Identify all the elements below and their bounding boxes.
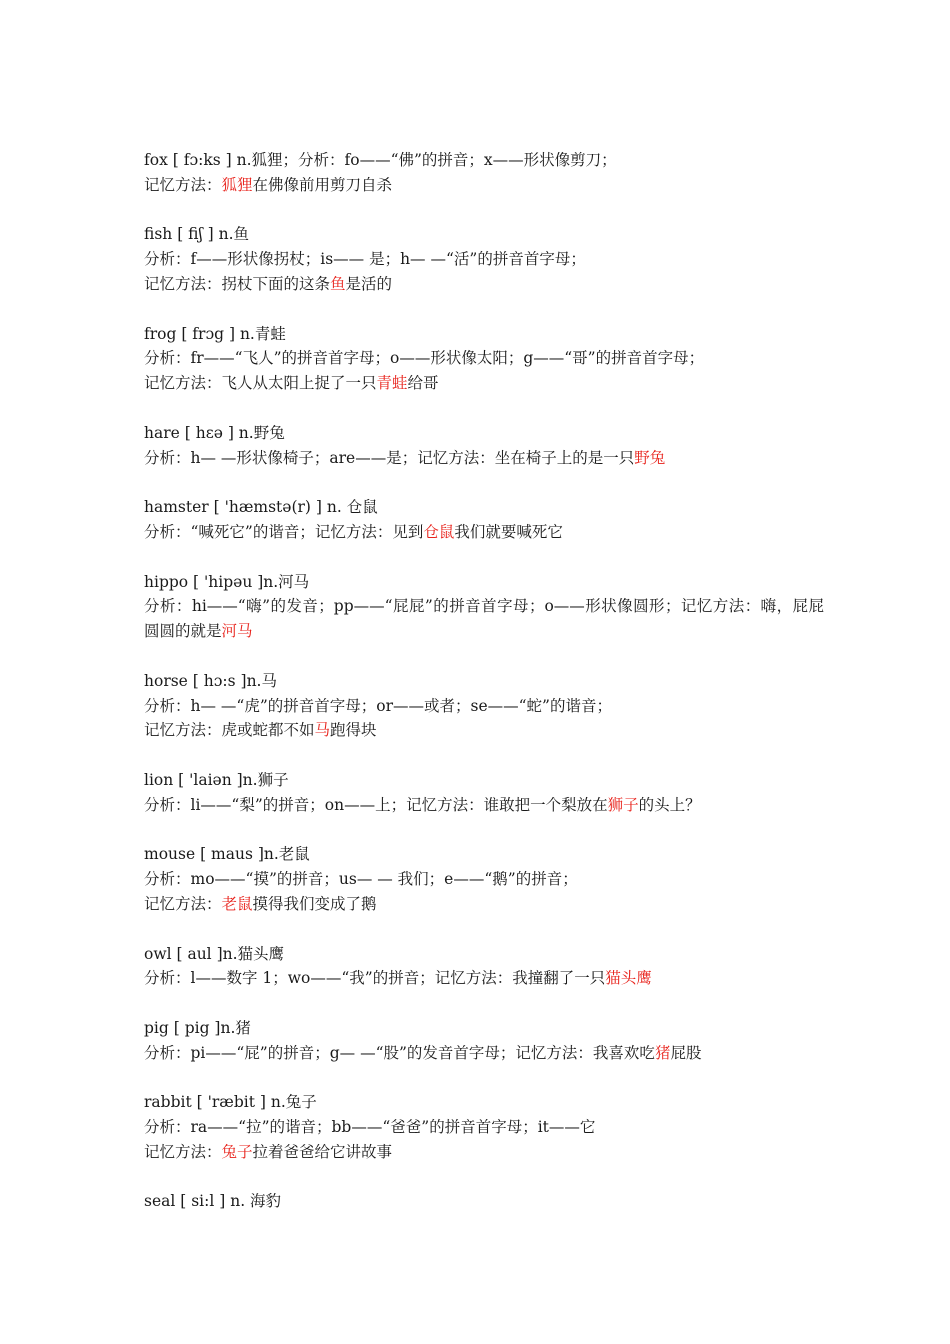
entry-headword-line: horse [ hɔ:s ]n.马 [144,671,277,690]
vocab-entry [144,842,824,916]
note-text: 记忆方法：拐杖下面的这条 [144,274,331,293]
entry-headword-line: owl [ aul ]n.猫头鹰 [144,944,285,963]
entry-note-line [144,718,824,743]
vocab-entry [144,669,824,743]
vocab-entry [144,942,824,992]
highlighted-word: 老鼠 [221,894,253,913]
entry-headword-line: fox [ fɔ:ks ] n.狐狸；分析：fo——“佛”的拼音；x——形状像剪刀； [144,151,617,169]
note-text-tail: 在佛像前用剪刀自杀 [252,175,393,194]
vocab-entry [144,1016,824,1066]
highlighted-word: 青蛙 [376,374,408,393]
note-text-tail: 屁股 [670,1043,702,1062]
note-text: 分析：h— —形状像椅子；are——是；记忆方法：坐在椅子上的是一只 [144,448,635,467]
note-text-tail: 的头上？ [638,795,701,814]
note-text: 分析：li——“梨”的拼音；on——上；记忆方法：谁敢把一个梨放在 [144,795,608,814]
note-text: 分析：h— —“虎”的拼音首字母；or——或者；se——“蛇”的谐音； [144,696,612,715]
entry-note-line [144,446,824,471]
vocab-entry [144,148,824,198]
note-text: 分析：ra——“拉”的谐音；bb——“爸爸”的拼音首字母；it——它 [144,1118,596,1137]
note-text: 记忆方法： [144,1142,222,1161]
entry-headword-line: mouse [ maus ]n.老鼠 [144,845,310,864]
note-text-tail: 是活的 [345,274,393,293]
note-text: 记忆方法： [144,894,222,913]
entry-note-line [144,594,824,644]
vocab-entry [144,322,824,396]
entry-headword-line: fish [ fiʃ ] n.鱼 [144,225,250,244]
vocab-entry [144,570,824,644]
entry-headword-line: rabbit [ 'ræbit ] n.兔子 [144,1093,317,1112]
note-text: 分析：pi——“屁”的拼音；g— —“股”的发音首字母；记忆方法：我喜欢吃 [144,1043,655,1062]
note-text-tail: 跑得块 [330,721,377,740]
entry-headword-line: hippo [ 'hipəu ]n.河马 [144,572,310,591]
entry-headword-line: seal [ si:l ] n. 海豹 [144,1192,282,1211]
entry-note-line [144,1140,824,1165]
entry-headword-line: hare [ hɛə ] n.野兔 [144,423,285,442]
highlighted-word: 马 [314,721,331,740]
highlighted-word: 猫头鹰 [605,969,652,988]
entry-headword-line: lion [ 'laiən ]n.狮子 [144,770,289,789]
highlighted-word: 野兔 [634,448,666,467]
vocab-entry [144,1090,824,1164]
entry-note-line [144,247,824,272]
note-text: 分析：f——形状像拐杖；is—— 是；h— —“活”的拼音首字母； [144,250,586,269]
entry-note-line [144,173,824,198]
note-text: 分析：l——数字 1；wo——“我”的拼音；记忆方法：我撞翻了一只 [144,969,606,988]
highlighted-word: 鱼 [330,274,346,293]
entry-note-line [144,694,824,719]
highlighted-word: 兔子 [221,1142,253,1161]
note-text: 记忆方法： [144,175,222,194]
note-text: 分析：hi——“嗨”的发音；pp——“屁屁”的拼音首字母；o——形状像圆形；记忆方法：嗨，屁屁圆圆的就是 [144,597,824,641]
vocab-entry [144,222,824,296]
entry-note-line [144,1115,824,1140]
entry-headword-line: frog [ frɔg ] n.青蛙 [144,324,286,343]
note-text: 分析：“喊死它”的谐音；记忆方法：见到 [144,522,424,541]
note-text-tail: 给哥 [407,374,439,393]
vocab-entry [144,421,824,471]
entry-note-line [144,1041,824,1066]
highlighted-word: 狐狸 [221,175,253,194]
document-page [144,148,824,1239]
highlighted-word: 狮子 [607,795,639,814]
entry-note-line [144,892,824,917]
note-text: 分析：mo——“摸”的拼音；us— — 我们；e——“鹅”的拼音； [144,870,578,889]
note-text: 分析：fr——“飞人”的拼音首字母；o——形状像太阳；g——“哥”的拼音首字母； [144,349,705,368]
highlighted-word: 猪 [654,1043,671,1062]
vocab-entry [144,495,824,545]
entry-note-line [144,966,824,991]
vocab-entry [144,1189,824,1214]
note-text: 记忆方法：虎或蛇都不如 [144,721,315,740]
note-text-tail: 我们就要喊死它 [454,522,563,541]
entry-note-line [144,272,824,297]
entry-note-line [144,346,824,371]
note-text-tail: 拉着爸爸给它讲故事 [252,1142,393,1161]
note-text: 记忆方法：飞人从太阳上捉了一只 [144,374,377,393]
vocab-entry [144,768,824,818]
entry-headword-line: hamster [ 'hæmstə(r) ] n. 仓鼠 [144,498,378,517]
entry-note-line [144,867,824,892]
entry-headword-line: pig [ pig ]n.猪 [144,1018,251,1037]
note-text-tail: 摸得我们变成了鹅 [252,894,377,913]
entry-note-line [144,520,824,545]
highlighted-word: 河马 [221,622,253,641]
entry-note-line [144,793,824,818]
highlighted-word: 仓鼠 [423,522,455,541]
entry-note-line [144,371,824,396]
